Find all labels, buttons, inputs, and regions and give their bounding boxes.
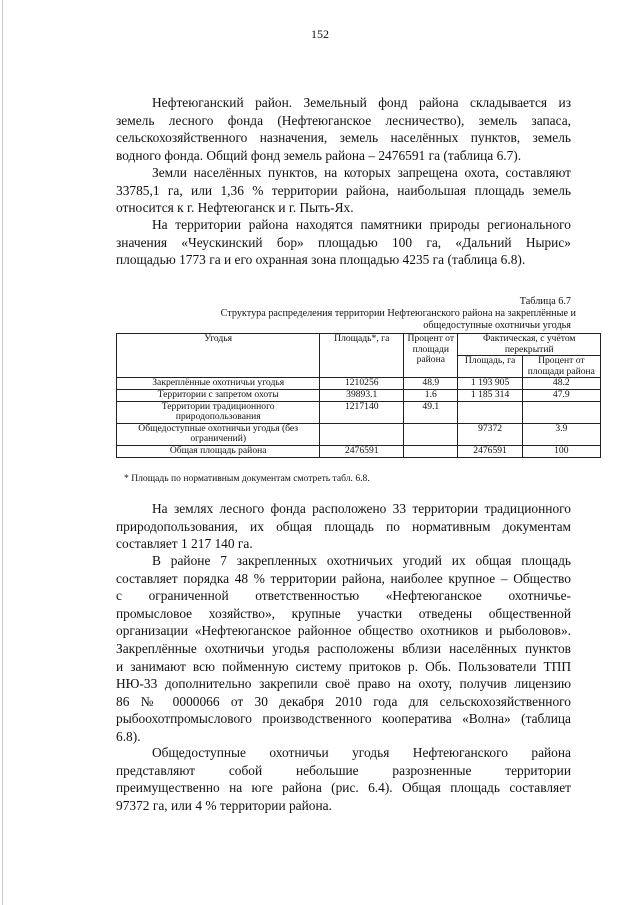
text-line: НЮ-33 дополнительно закрепили своё право на охоту, получив лицензию xyxy=(116,676,571,692)
table-header-row xyxy=(117,334,601,356)
table-footnote: * Площадь по нормативным документам смотреть табл. 6.8. xyxy=(124,473,370,484)
table-cell xyxy=(404,445,458,457)
table-cell: 47.9 xyxy=(522,389,600,401)
table-cell: 3.9 xyxy=(522,423,600,445)
text-line: Закреплённые охотничьи угодья расположены вблизи населённых пунктов xyxy=(116,640,571,656)
text-line: преимущественно на юге района (рис. 6.4). Общая площадь составляет xyxy=(116,780,571,796)
table-cell: 39893.1 xyxy=(320,389,404,401)
text-line: В районе 7 закрепленных охотничьих угодий их общая площадь xyxy=(152,553,571,568)
text-line: природопользования, их общая площадь по нормативным документам xyxy=(116,518,571,534)
text-line: значения «Чеускинский бор» площадью 100 га, «Дальний Нырис» xyxy=(116,234,571,250)
text-line: составляет 1 217 140 га. xyxy=(116,536,253,552)
text-line: организации «Нефтеюганское районное общество охотников и рыболовов». xyxy=(116,623,571,639)
text-line: сельскохозяйственного назначения, земель населённых пунктов, земель xyxy=(116,130,571,146)
table-cell: 49.1 xyxy=(404,401,458,423)
table-caption xyxy=(116,296,576,332)
text-line: Нефтеюганский район. Земельный фонд района складывается из xyxy=(152,95,571,110)
table-cell: 1210256 xyxy=(320,378,404,390)
header-cell: Процент от площади района xyxy=(404,334,458,378)
page-number: 152 xyxy=(311,27,329,41)
text-line: промысловое хозяйство», крупные участки отведены общественной xyxy=(116,605,571,621)
table-cell xyxy=(458,401,522,423)
text-line: составляет порядка 48 % территории района, наиболее крупное – Общество xyxy=(116,570,571,586)
table-cell xyxy=(522,401,600,423)
text-line: с ограниченной ответственностью «Нефтеюганское охотничье- xyxy=(116,588,571,604)
text-line: Общедоступные охотничьи угодья Нефтеюганского района xyxy=(152,745,571,760)
table-row xyxy=(117,445,601,457)
table-row xyxy=(117,423,601,445)
hunting-grounds-table xyxy=(116,333,601,458)
text-line: Земли населённых пунктов, на которых запрещена охота, составляют xyxy=(152,165,571,180)
scan-edge-line xyxy=(2,0,3,905)
text-line: рыбоохотпромыслового производственного кооператива «Волна» (таблица xyxy=(116,711,571,727)
header-cell: Площадь*, га xyxy=(320,334,404,378)
table-row xyxy=(117,378,601,390)
table-cell xyxy=(320,423,404,445)
text-line: 6.8). xyxy=(116,728,141,744)
table-cell: 2476591 xyxy=(458,445,522,457)
table-cell xyxy=(404,423,458,445)
text-line: площадью 1773 га и его охранная зона площадью 4235 га (таблица 6.8). xyxy=(116,252,526,268)
table-cell: Закреплённые охотничьи угодья xyxy=(117,378,320,390)
table-cell: 1.6 xyxy=(404,389,458,401)
paragraph-public-grounds xyxy=(116,744,571,814)
table-cell: 1 193 905 xyxy=(458,378,522,390)
text-line: и занимают всю пойменную систему притоков р. Обь. Пользователи ТПП xyxy=(116,658,571,674)
paragraph-nature-monuments xyxy=(116,216,571,269)
table-title-line1: Структура распределения территории Нефтеюганского района на закреплённые и xyxy=(220,308,576,319)
table-cell: 1217140 xyxy=(320,401,404,423)
table-row xyxy=(117,389,601,401)
table-cell: Общедоступные охотничьи угодья (без ограничений) xyxy=(117,423,320,445)
header-group-cell: Фактическая, с учётом перекрытий xyxy=(458,334,601,356)
paragraph-settlement-lands xyxy=(116,164,571,217)
text-line: 33785,1 га, или 1,36 % территории района, наибольшая площадь земель xyxy=(116,182,571,198)
text-line: На землях лесного фонда расположено 33 территории традиционного xyxy=(152,501,571,516)
table-row xyxy=(117,401,601,423)
table-cell: 48.9 xyxy=(404,378,458,390)
text-line: На территории района находятся памятники природы регионального xyxy=(152,217,571,232)
header-cell: Площадь, га xyxy=(458,356,522,378)
paragraph-traditional-use xyxy=(116,500,571,553)
text-line: водного фонда. Общий фонд земель района – 2476591 га (таблица 6.7). xyxy=(116,147,522,163)
header-cell: Угодья xyxy=(117,334,320,378)
paragraph-assigned-grounds xyxy=(116,552,571,746)
text-line: 97372 га, или 4 % территории района. xyxy=(116,797,332,813)
table-cell: 97372 xyxy=(458,423,522,445)
table-cell: Территории с запретом охоты xyxy=(117,389,320,401)
table-cell: 100 xyxy=(522,445,600,457)
table-title-line2: общедоступные охотничьи угодья xyxy=(423,320,571,331)
table-number: Таблица 6.7 xyxy=(519,296,571,307)
table-cell: Территории традиционного природопользования xyxy=(117,401,320,423)
table-cell: Общая площадь района xyxy=(117,445,320,457)
text-line: земель лесного фонда (Нефтеюганское лесничество), земель запаса, xyxy=(116,112,571,128)
text-line: относится к г. Нефтеюганск и г. Пыть-Ях. xyxy=(116,200,354,216)
table-cell: 48.2 xyxy=(522,378,600,390)
table-cell: 1 185 314 xyxy=(458,389,522,401)
text-line: представляют собой небольшие разрозненные территории xyxy=(116,762,571,778)
text-line: 86 № 0000066 от 30 декабря 2010 года для сельскохозяйственного xyxy=(116,693,571,709)
table-cell: 2476591 xyxy=(320,445,404,457)
paragraph-land-fund xyxy=(116,94,571,164)
header-cell: Процент от площади района xyxy=(522,356,600,378)
